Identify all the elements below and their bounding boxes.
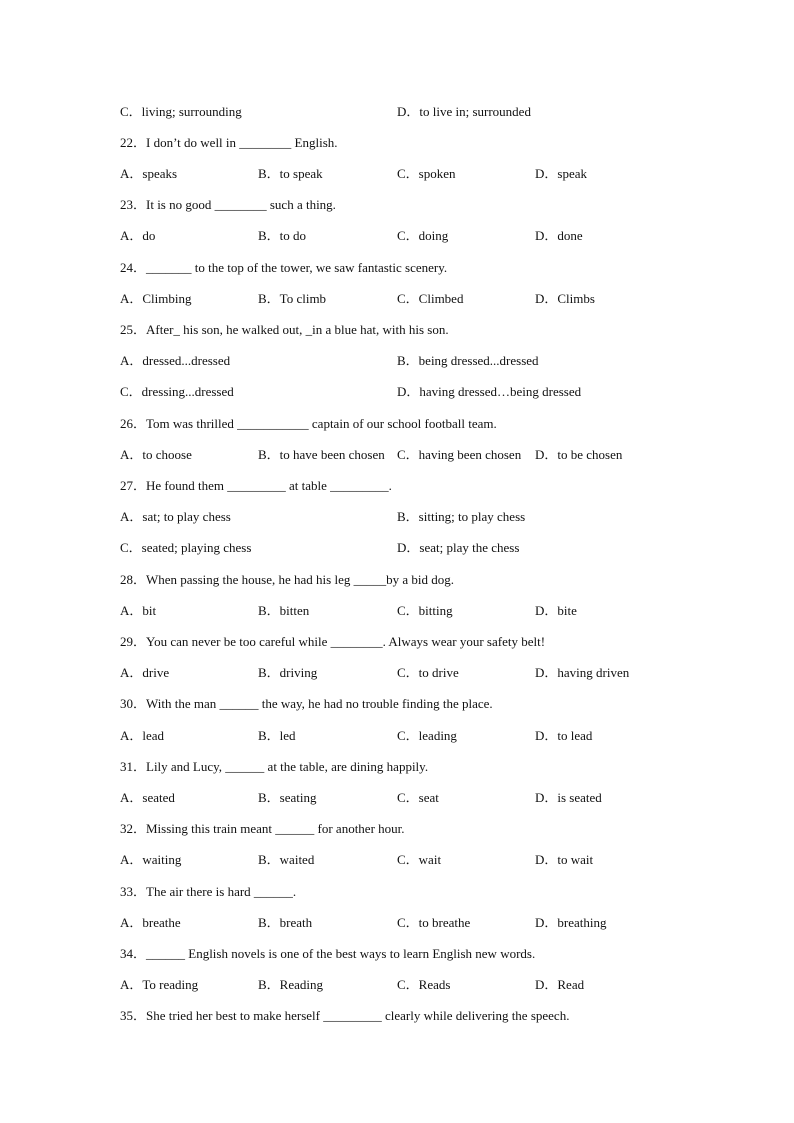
question-text: 34．______ English novels is one of the best ways to learn English new words. (120, 946, 536, 961)
option-d: D．bite (535, 603, 577, 618)
q27-options-row1 (0, 507, 794, 527)
option-b: B．To climb (258, 291, 327, 306)
option-b: B．driving (258, 665, 318, 680)
option-c: C．Reads (397, 977, 451, 992)
option-d: D．Climbs (535, 291, 595, 306)
option-b: B．Reading (258, 977, 323, 992)
option-d: D．speak (535, 166, 587, 181)
option-b: B．led (258, 728, 296, 743)
question-35 (0, 1006, 794, 1026)
question-33 (0, 882, 794, 902)
option-d: D．seat; play the chess (397, 540, 520, 555)
q25-options-row2 (0, 382, 794, 402)
option-b: B．to do (258, 228, 307, 243)
question-34 (0, 944, 794, 964)
option-b: B．being dressed...dressed (397, 353, 539, 368)
question-text: 33．The air there is hard ______. (120, 884, 297, 899)
option-c: C．to breathe (397, 915, 471, 930)
q24-options (0, 289, 794, 309)
question-text: 24．_______ to the top of the tower, we saw fantastic scenery. (120, 260, 448, 275)
option-d: D．to lead (535, 728, 593, 743)
q30-options (0, 726, 794, 746)
q34-options (0, 975, 794, 995)
question-text: 29．You can never be too careful while ________. Always wear your safety belt! (120, 634, 546, 649)
q28-options (0, 601, 794, 621)
option-a: A．dressed...dressed (120, 353, 231, 368)
option-d: D．breathing (535, 915, 607, 930)
option-c: C．living; surrounding (120, 104, 242, 119)
question-text: 32．Missing this train meant ______ for another hour. (120, 821, 405, 836)
question-text: 25．After_ his son, he walked out, _in a blue hat, with his son. (120, 322, 449, 337)
question-text: 30．With the man ______ the way, he had no trouble finding the place. (120, 696, 493, 711)
q29-options (0, 663, 794, 683)
question-24 (0, 258, 794, 278)
option-a: A．sat; to play chess (120, 509, 231, 524)
option-a: A．To reading (120, 977, 199, 992)
option-a: A．breathe (120, 915, 181, 930)
option-c: C．wait (397, 852, 442, 867)
option-b: B．waited (258, 852, 315, 867)
q33-options (0, 913, 794, 933)
option-d: D．to live in; surrounded (397, 104, 531, 119)
option-b: B．to speak (258, 166, 323, 181)
option-c: C．doing (397, 228, 449, 243)
option-c: C．to drive (397, 665, 459, 680)
option-a: A．Climbing (120, 291, 192, 306)
question-text: 31．Lily and Lucy, ______ at the table, are dining happily. (120, 759, 429, 774)
option-d: D．done (535, 228, 583, 243)
option-d: D．having driven (535, 665, 630, 680)
q23-options (0, 226, 794, 246)
option-c: C．leading (397, 728, 457, 743)
option-d: D．having dressed…being dressed (397, 384, 582, 399)
question-text: 23．It is no good ________ such a thing. (120, 197, 336, 212)
option-c: C．seated; playing chess (120, 540, 252, 555)
question-text: 28．When passing the house, he had his leg _____by a bid dog. (120, 572, 454, 587)
question-30 (0, 694, 794, 714)
q27-options-row2 (0, 538, 794, 558)
q31-options (0, 788, 794, 808)
option-b: B．to have been chosen (258, 447, 385, 462)
question-text: 22．I don’t do well in ________ English. (120, 135, 338, 150)
option-a: A．bit (120, 603, 157, 618)
question-text: 27．He found them _________ at table _________. (120, 478, 392, 493)
option-d: D．to be chosen (535, 447, 623, 462)
question-32 (0, 819, 794, 839)
q22-options (0, 164, 794, 184)
option-a: A．to choose (120, 447, 192, 462)
option-a: A．speaks (120, 166, 178, 181)
option-c: C．Climbed (397, 291, 464, 306)
question-26 (0, 414, 794, 434)
option-a: A．seated (120, 790, 175, 805)
option-d: D．Read (535, 977, 585, 992)
question-text: 26．Tom was thrilled ___________ captain of our school football team. (120, 416, 497, 431)
question-27 (0, 476, 794, 496)
question-31 (0, 757, 794, 777)
option-b: B．seating (258, 790, 317, 805)
option-c: C．seat (397, 790, 439, 805)
question-25 (0, 320, 794, 340)
option-c: C．dressing...dressed (120, 384, 234, 399)
option-b: B．breath (258, 915, 313, 930)
question-text: 35．She tried her best to make herself _________ clearly while delivering the speech. (120, 1008, 570, 1023)
option-a: A．drive (120, 665, 170, 680)
q21-options (0, 102, 794, 122)
option-c: C．spoken (397, 166, 456, 181)
option-a: A．do (120, 228, 156, 243)
option-d: D．is seated (535, 790, 602, 805)
option-d: D．to wait (535, 852, 594, 867)
question-29 (0, 632, 794, 652)
option-a: A．waiting (120, 852, 182, 867)
option-c: C．having been chosen (397, 447, 522, 462)
q25-options-row1 (0, 351, 794, 371)
question-22 (0, 133, 794, 153)
option-a: A．lead (120, 728, 165, 743)
option-b: B．sitting; to play chess (397, 509, 526, 524)
option-c: C．bitting (397, 603, 453, 618)
question-23 (0, 195, 794, 215)
option-b: B．bitten (258, 603, 310, 618)
question-28 (0, 570, 794, 590)
q32-options (0, 850, 794, 870)
q26-options (0, 445, 794, 465)
